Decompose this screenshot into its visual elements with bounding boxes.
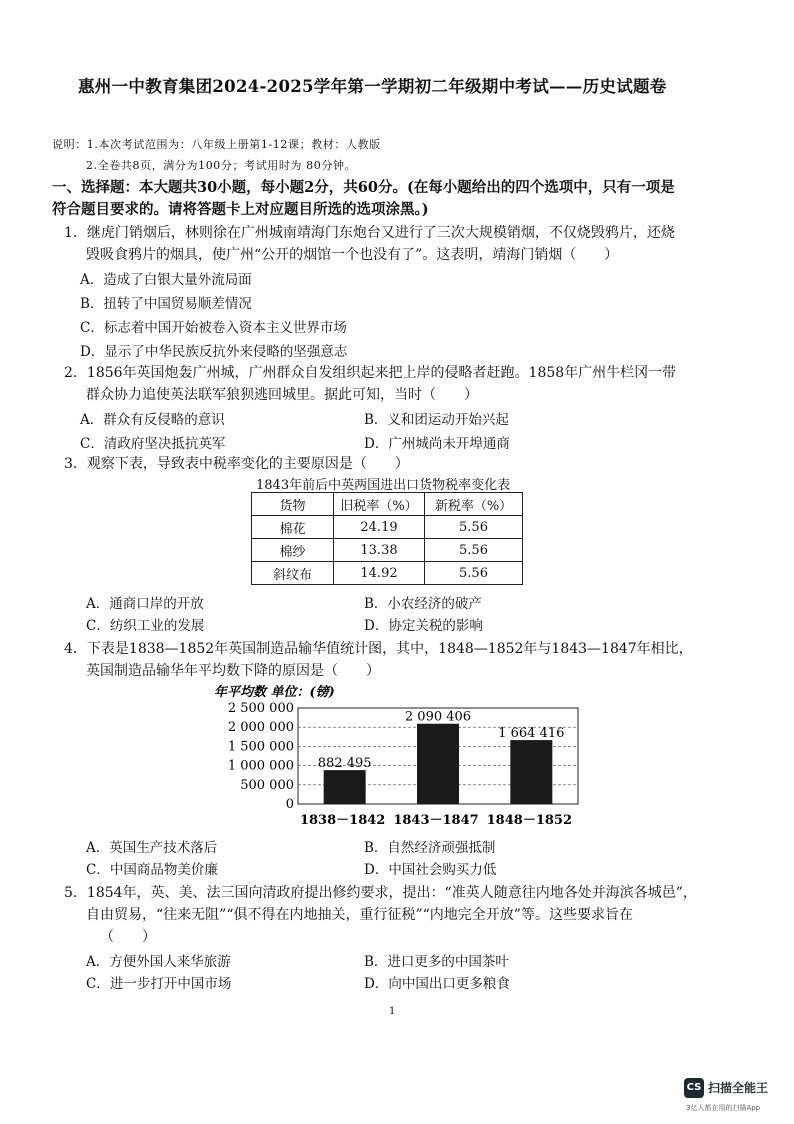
table-header-cell: 新税率（%） — [425, 493, 523, 516]
table-cell: 棉纱 — [252, 539, 334, 562]
exam-title: 惠州一中教育集团2024-2025学年第一学期初二年级期中考试——历史试题卷 — [78, 77, 667, 96]
q4-option-b: B．自然经济顽强抵制 — [364, 840, 496, 856]
table-cell: 24.19 — [334, 516, 425, 539]
chart-bar — [324, 770, 366, 804]
chart-bar — [417, 724, 459, 804]
q4-stem-cont: 英国制造品输华年平均数下降的原因是（ ） — [86, 663, 380, 679]
q5-stem-cont: 自由贸易，“往来无阻”“俱不得在内地抽关，重行征税”“内地完全开放”等。这些要求旨在 — [86, 907, 633, 923]
q1-stem: 1．继虎门销烟后，林则徐在广州城南靖海门东炮台又进行了三次大规模销烟，不仅烧毁鸦片，还烧 — [64, 225, 675, 241]
table-cell: 5.56 — [425, 539, 523, 562]
q1-option-b: B．扭转了中国贸易顺差情况 — [80, 296, 252, 312]
table-cell: 斜纹布 — [252, 562, 334, 585]
exam-note-line-2: 2.全卷共8页，满分为100分；考试用时为 80分钟。 — [86, 159, 357, 172]
q2-stem: 2．1856年英国炮轰广州城，广州群众自发组织起来把上岸的侵略者赶跑。1858年广州牛栏冈一带 — [64, 365, 677, 381]
chart-y-axis — [228, 701, 294, 812]
scanner-tagline: 3亿人都在用的扫描App — [686, 1104, 761, 1112]
q1-option-d: D．显示了中华民族反抗外来侵略的坚强意志 — [80, 344, 348, 360]
q5-option-a: A．方便外国人来华旅游 — [86, 954, 231, 970]
chart-x-tick-label: 1848－1852 — [486, 813, 573, 828]
q5-stem: 5．1854年，英、美、法三国向清政府提出修约要求，提出：“准英人随意往内地各处并海滨各城邑”， — [64, 885, 697, 901]
chart-value-label: 1 664 416 — [498, 726, 565, 742]
q2-option-a: A．群众有反侵略的意识 — [80, 412, 225, 428]
table-cell: 5.56 — [425, 516, 523, 539]
q5-stem-blank: （ ） — [100, 929, 156, 945]
chart-bar — [510, 740, 552, 804]
chart-y-tick-label: 1 000 000 — [227, 758, 294, 774]
table-cell: 14.92 — [334, 562, 425, 585]
section-1-heading-cont: 符合题目要求的。请将答题卡上对应题目所选的选项涂黑。) — [52, 201, 429, 218]
page-number: 1 — [389, 1006, 396, 1017]
q3-option-a: A．通商口岸的开放 — [86, 596, 204, 612]
q4-option-a: A．英国生产技术落后 — [86, 840, 218, 856]
q2-stem-cont: 群众协力追使英法联军狼狈逃回城里。据此可知，当时（ ） — [86, 387, 478, 403]
scanner-brand: 扫描全能王 — [708, 1081, 769, 1095]
table-cell: 5.56 — [425, 562, 523, 585]
q2-option-d: D．广州城尚未开埠通商 — [364, 436, 510, 452]
q1-option-c: C．标志着中国开始被卷入资本主义世界市场 — [80, 320, 347, 336]
chart-y-tick-label: 0 — [285, 797, 294, 812]
chart-y-tick-label: 1 500 000 — [227, 739, 294, 755]
q3-option-c: C．纺织工业的发展 — [86, 618, 205, 634]
q5-option-b: B．进口更多的中国茶叶 — [364, 954, 509, 970]
table-cell: 13.38 — [334, 539, 425, 562]
chart-value-label: 2 090 406 — [404, 709, 472, 725]
scanner-logo-icon: CS — [684, 1078, 704, 1098]
table-header-cell: 旧税率（%） — [334, 493, 425, 516]
q3-stem: 3．观察下表，导致表中税率变化的主要原因是（ ） — [64, 456, 409, 472]
chart-x-tick-label: 1838－1842 — [299, 813, 386, 828]
chart-y-tick-label: 2 000 000 — [227, 720, 294, 736]
q1-stem-cont: 毁吸食鸦片的烟具，使广州“公开的烟馆一个也没有了”。这表明，靖海门销烟（ ） — [86, 247, 619, 263]
chart-x-tick-label: 1843－1847 — [393, 813, 479, 828]
q5-option-d: D．向中国出口更多粮食 — [364, 976, 510, 992]
section-1-heading: 一、选择题：本大题共30小题，每小题2分，共60分。(在每小题给出的四个选项中，只有一项是 — [52, 179, 675, 196]
table-header-cell: 货物 — [252, 493, 334, 516]
chart-y-tick-label: 500 000 — [240, 777, 294, 793]
tax-table-caption: 1843年前后中英两国进出口货物税率变化表 — [256, 478, 511, 493]
q3-option-b: B．小农经济的破产 — [364, 596, 482, 612]
q5-option-c: C．进一步打开中国市场 — [86, 976, 232, 992]
table-cell: 棉花 — [252, 516, 334, 539]
exam-note-line-1: 说明：1.本次考试范围为：八年级上册第1-12课；教材：人教版 — [52, 138, 381, 151]
q4-stem: 4．下表是1838—1852年英国制造品输华值统计图，其中，1848—1852年与1843—1847年相比， — [64, 641, 693, 657]
chart-title: 年平均数 单位：(镑) — [214, 685, 335, 700]
q2-option-c: C．清政府坚决抵抗英军 — [80, 436, 226, 452]
chart-y-tick-label: 2 500 000 — [227, 701, 294, 716]
q4-option-c: C．中国商品物美价廉 — [86, 862, 218, 878]
q4-option-d: D．中国社会购买力低 — [364, 862, 497, 878]
q2-option-b: B．义和团运动开始兴起 — [364, 412, 509, 428]
q1-option-a: A．造成了白银大量外流局面 — [80, 272, 252, 288]
chart-x-axis — [300, 813, 572, 828]
q3-option-d: D．协定关税的影响 — [364, 618, 483, 634]
chart-value-label: 882 495 — [317, 756, 372, 772]
